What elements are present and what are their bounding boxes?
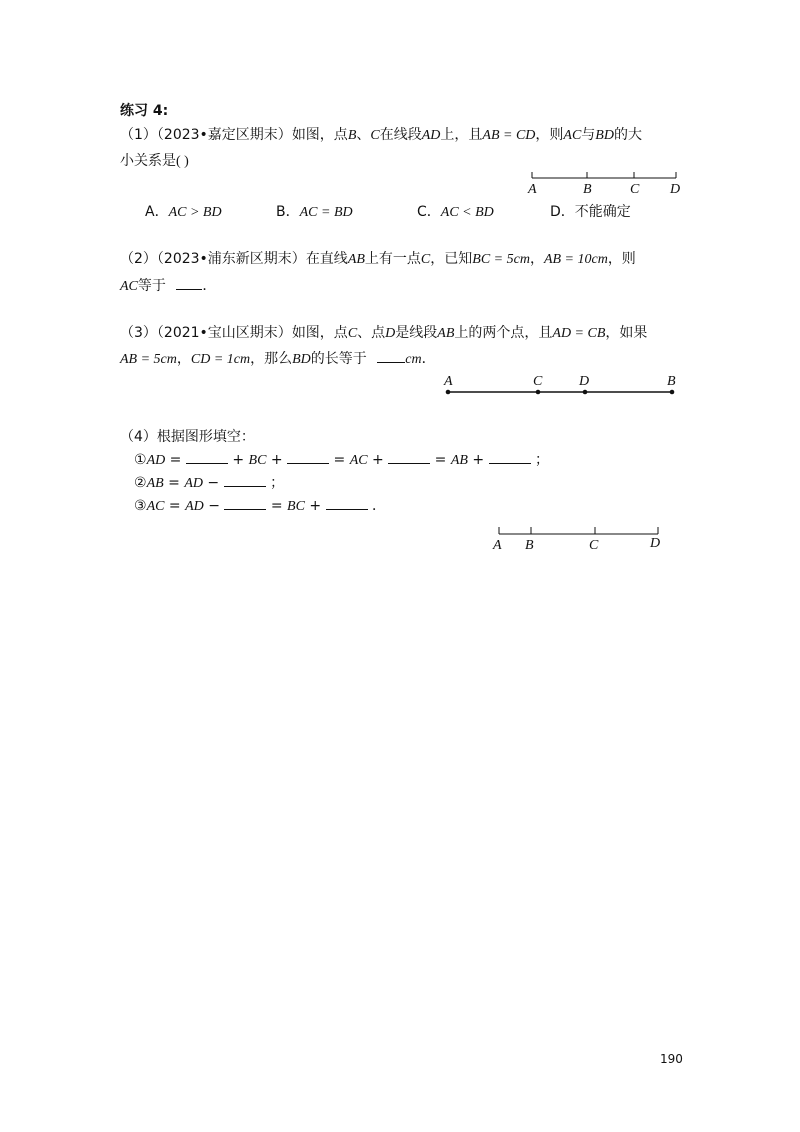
q4-row2-blank1[interactable] (224, 474, 266, 487)
q1-option-d: D．不能确定 (550, 204, 631, 220)
q4-label-d: D (650, 536, 661, 551)
q3-segment-figure (438, 370, 684, 400)
q1-line2: 小关系是( ) (120, 153, 189, 169)
q4-row1-blank2[interactable] (287, 451, 329, 464)
exercise-title: 练习 4: (120, 103, 169, 119)
q3-point-d (583, 390, 588, 395)
q1-label-d: D (670, 182, 681, 197)
q2-line2: AC等于 ． (120, 278, 217, 294)
q1-label-b: B (583, 182, 592, 197)
q1-line1: （1）（2023•嘉定区期末）如图，点B、C在线段AD上，且AB = CD，则AC与BD的大 (120, 127, 642, 143)
q3-label-c: C (533, 374, 543, 389)
q2-line1: （2）（2023•浦东新区期末）在直线AB上有一点C，已知BC = 5cm，AB = 10cm，则 (120, 251, 636, 267)
q2-source: （2023•浦东新区期末） (156, 251, 306, 267)
q3-label-a: A (444, 374, 453, 389)
q4-row2: ②AB = AD − ； (134, 475, 285, 491)
q4-label-c: C (589, 538, 599, 553)
q4-segment-figure (488, 522, 668, 556)
q1-number: （1） (120, 127, 157, 143)
q4-label-a: A (493, 538, 502, 553)
q4-row1-blank3[interactable] (388, 451, 430, 464)
q4-row1-blank1[interactable] (186, 451, 228, 464)
q3-point-c (536, 390, 541, 395)
q4-row1: ①AD = + BC + = AC + = AB + ； (134, 452, 550, 468)
q3-point-b (670, 390, 675, 395)
q1-option-c: C．AC < BD (417, 204, 494, 220)
q1-answer-paren: ( ) (176, 154, 189, 169)
q3-source: （2021•宝山区期末） (156, 325, 292, 341)
q3-label-b: B (667, 374, 676, 389)
q3-answer-blank[interactable] (377, 350, 405, 363)
q4-row1-blank4[interactable] (489, 451, 531, 464)
q4-row3: ③AC = AD − = BC + ． (134, 498, 387, 514)
q2-answer-blank[interactable] (176, 277, 202, 290)
q1-option-b: B．AC = BD (276, 204, 353, 220)
q4-heading: （4）根据图形填空： (120, 429, 255, 445)
q1-option-a: A．AC > BD (145, 204, 222, 220)
q3-line1: （3）（2021•宝山区期末）如图，点C、点D是线段AB上的两个点，且AD = CB，如果 (120, 325, 648, 341)
q1-source: （2023•嘉定区期末） (156, 127, 292, 143)
q2-number: （2） (120, 251, 157, 267)
q1-label-a: A (528, 182, 537, 197)
q3-point-a (446, 390, 451, 395)
q4-row3-blank2[interactable] (326, 497, 368, 510)
q1-segment-figure (520, 166, 690, 198)
q4-row3-blank1[interactable] (224, 497, 266, 510)
q3-label-d: D (579, 374, 590, 389)
q4-label-b: B (525, 538, 534, 553)
q3-line2: AB = 5cm，CD = 1cm，那么BD的长等于 cm． (120, 351, 436, 367)
q1-label-c: C (630, 182, 640, 197)
page-number: 190 (660, 1052, 683, 1066)
q3-number: （3） (120, 325, 157, 341)
q1-equation: AB = CD (482, 128, 536, 143)
